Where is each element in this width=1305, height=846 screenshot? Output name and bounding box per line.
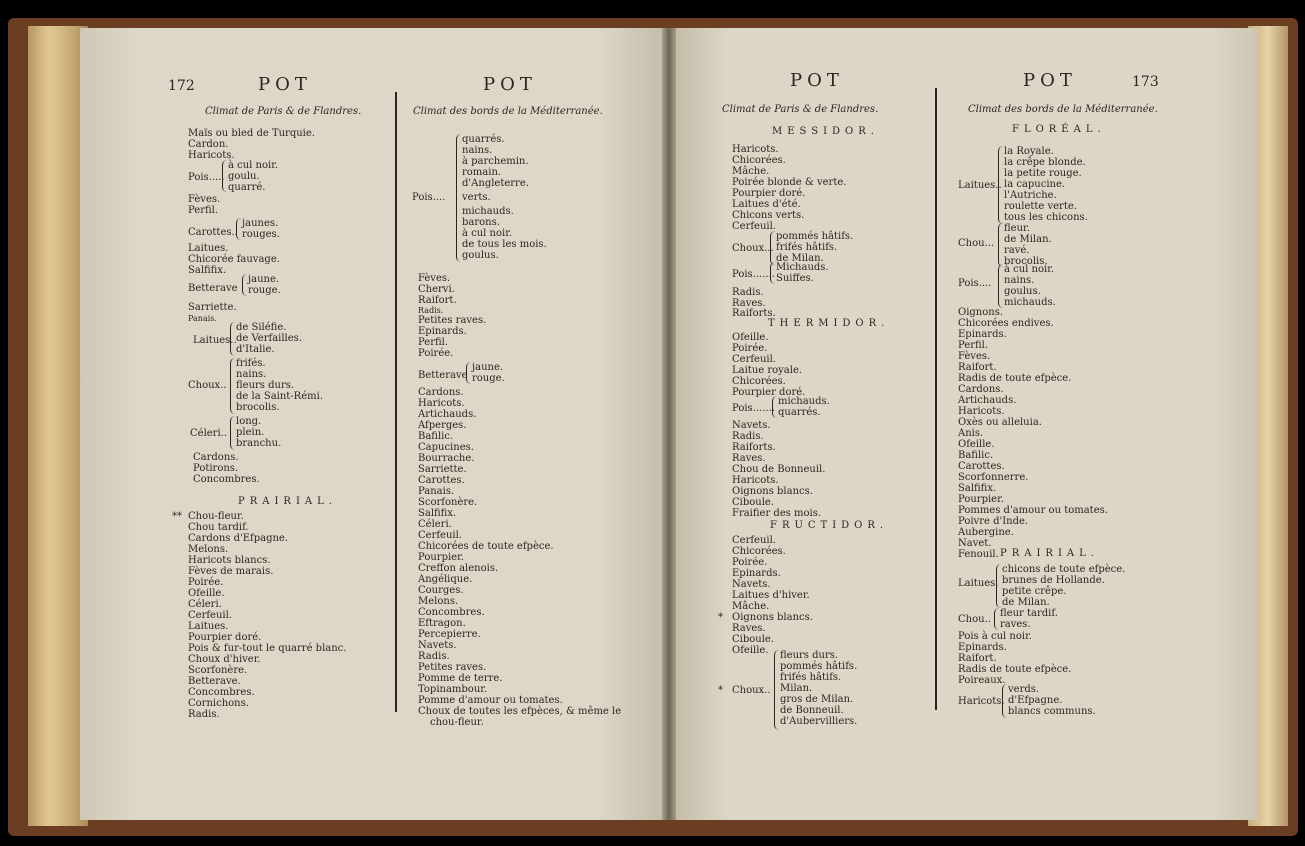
- list-item: la capucine.: [1004, 179, 1066, 190]
- list-item: Perfil.: [188, 205, 219, 216]
- list-item: Capucines.: [418, 442, 474, 453]
- list-item: Raves.: [732, 298, 766, 309]
- list-item: Radis de toute efpèce.: [958, 664, 1072, 675]
- brace: [230, 358, 235, 414]
- page-edges-left: [28, 26, 88, 826]
- list-item: Laitues.: [188, 621, 229, 632]
- list-item: Laitues..: [958, 180, 1002, 191]
- list-item: Angélique.: [418, 574, 473, 585]
- list-item: Poirée.: [418, 348, 454, 359]
- list-item: Navets.: [418, 640, 457, 651]
- list-item: Pomme de terre.: [418, 673, 503, 684]
- list-item: Perfil.: [418, 337, 449, 348]
- list-item: Bafilic.: [418, 431, 454, 442]
- list-item: Chicorées de toute efpèce.: [418, 541, 554, 552]
- section-heading: MESSIDOR.: [772, 126, 879, 137]
- brace: [1002, 684, 1007, 718]
- list-item: blancs communs.: [1008, 706, 1096, 717]
- list-item: brocolis.: [236, 402, 280, 413]
- list-item: jaune.: [472, 362, 504, 373]
- list-item: Céleri..: [190, 428, 228, 439]
- list-item: Pommes d'amour ou tomates.: [958, 505, 1108, 516]
- list-item: plein.: [236, 427, 265, 438]
- climate-left-col1: Climat de Paris & de Flandres.: [205, 106, 362, 117]
- list-item: fleur.: [1004, 223, 1030, 234]
- book-gutter: [662, 28, 676, 820]
- list-item: raves.: [1000, 619, 1031, 630]
- list-item: goulu.: [228, 171, 260, 182]
- list-item: brocolis.: [1004, 256, 1048, 267]
- list-item: michauds.: [778, 396, 830, 407]
- list-item: Ofeille.: [188, 588, 225, 599]
- list-item: Laitues d'été.: [732, 199, 801, 210]
- list-item: Ofeille.: [958, 439, 995, 450]
- list-item: quarrés.: [778, 407, 821, 418]
- list-item: jaunes.: [242, 218, 279, 229]
- list-item: Haricots.: [418, 398, 465, 409]
- list-item: la crêpe blonde.: [1004, 157, 1086, 168]
- list-item: Laitues d'hiver.: [732, 590, 810, 601]
- list-item: Choux..: [188, 380, 227, 391]
- list-item: nains.: [462, 145, 493, 156]
- list-item: Mâche.: [732, 166, 770, 177]
- brace: [222, 160, 227, 192]
- list-item: Radis.: [418, 306, 444, 315]
- list-item: Cornichons.: [188, 698, 249, 709]
- list-item: Fèves.: [418, 273, 451, 284]
- list-item: Cardon.: [188, 139, 229, 150]
- header-left-col2: POT: [483, 74, 537, 95]
- list-item: michauds.: [1004, 297, 1056, 308]
- list-item: Percepierre.: [418, 629, 481, 640]
- list-item: Raves.: [732, 453, 766, 464]
- list-item: michauds.: [462, 206, 514, 217]
- list-item: Scorfonère.: [418, 497, 478, 508]
- list-item: Artichauds.: [958, 395, 1017, 406]
- list-item: Perfil.: [958, 340, 989, 351]
- list-item: Petites raves.: [418, 315, 487, 326]
- list-item: brunes de Hollande.: [1002, 575, 1105, 586]
- list-item: Chou..: [958, 614, 991, 625]
- list-item: Haricots blancs.: [188, 555, 271, 566]
- header-right-col2: POT: [1023, 70, 1077, 91]
- list-item: Salfifix.: [418, 508, 457, 519]
- page-number-right: 173: [1132, 74, 1159, 90]
- list-item: rouge.: [472, 373, 505, 384]
- list-item: Betterave: [188, 283, 238, 294]
- list-item: Haricots.: [958, 406, 1005, 417]
- brace: [770, 262, 775, 284]
- brace: [456, 134, 461, 262]
- list-item: Pourpier doré.: [732, 387, 806, 398]
- header-left-col1: POT: [258, 74, 312, 95]
- list-item: de la Saint-Rémi.: [236, 391, 323, 402]
- left-page: [80, 28, 668, 820]
- brace: [998, 146, 1003, 224]
- list-item: Concombres.: [188, 687, 255, 698]
- list-item: Haricots.: [958, 696, 1005, 707]
- list-item: de Milan.: [1004, 234, 1052, 245]
- list-item: Navet.: [958, 538, 992, 549]
- list-item: rouge.: [248, 285, 281, 296]
- list-item: Sarriette.: [188, 302, 237, 313]
- list-item: Afperges.: [418, 420, 467, 431]
- list-item: d'Efpagne.: [1008, 695, 1063, 706]
- brace: [770, 231, 775, 265]
- list-item: Laitues..: [193, 335, 237, 346]
- list-item: Concombres.: [418, 607, 485, 618]
- list-item: Poirée blonde & verte.: [732, 177, 847, 188]
- list-item: l'Autriche.: [1004, 190, 1057, 201]
- list-item: chicons de toute efpèce.: [1002, 564, 1126, 575]
- list-item: Bourrache.: [418, 453, 475, 464]
- brace: [998, 223, 1003, 267]
- list-item: Cerfeuil.: [732, 221, 776, 232]
- list-item: Chicorées endives.: [958, 318, 1054, 329]
- list-item: à cul noir.: [1004, 264, 1055, 275]
- list-item: Cerfeuil.: [732, 354, 776, 365]
- list-item: Anis.: [958, 428, 984, 439]
- list-item: Raiforts.: [732, 308, 776, 319]
- list-item: Pois.......: [732, 269, 775, 280]
- list-item: Scorfonnerre.: [958, 472, 1029, 483]
- list-item: Céleri.: [418, 519, 452, 530]
- list-item: rouges.: [242, 229, 280, 240]
- list-item: Melons.: [418, 596, 459, 607]
- list-item: nains.: [1004, 275, 1035, 286]
- list-item: Epinards.: [418, 326, 467, 337]
- list-item: Radis de toute efpèce.: [958, 373, 1072, 384]
- list-item: Poirée.: [188, 577, 224, 588]
- list-item: Raifort.: [418, 295, 457, 306]
- list-item: Pomme d'amour ou tomates.: [418, 695, 563, 706]
- section-heading: THERMIDOR.: [768, 318, 890, 329]
- list-item: Fenouil.: [958, 549, 999, 560]
- list-item: de Milan.: [1002, 597, 1050, 608]
- list-item: fleurs durs.: [780, 650, 839, 661]
- list-item: d'Aubervilliers.: [780, 716, 858, 727]
- list-item: Navets.: [732, 420, 771, 431]
- climate-left-col2: Climat des bords de la Méditerranée.: [413, 106, 603, 117]
- marker: *: [718, 685, 723, 696]
- list-item: Chicorées.: [732, 376, 786, 387]
- list-item: Poireaux.: [958, 675, 1006, 686]
- list-item: Chicorées.: [732, 546, 786, 557]
- list-item: de Verfailles.: [236, 333, 302, 344]
- section-heading: PRAIRIAL.: [1000, 548, 1099, 559]
- list-item: Aubergine.: [958, 527, 1014, 538]
- list-item: d'Italie.: [236, 344, 275, 355]
- list-item: à cul noir.: [228, 160, 279, 171]
- list-item: frifés.: [236, 358, 266, 369]
- list-item: Maïs ou bled de Turquie.: [188, 128, 315, 139]
- section-heading: PRAIRIAL.: [238, 496, 337, 507]
- list-item: Radis.: [732, 431, 764, 442]
- list-item: Courges.: [418, 585, 464, 596]
- list-item: à cul noir.: [462, 228, 513, 239]
- list-item: Choux de toutes les efpèces, & même le: [418, 706, 622, 717]
- list-item: Fèves.: [958, 351, 991, 362]
- climate-right-col1: Climat de Paris & de Flandres.: [722, 104, 879, 115]
- list-item: Salfifix.: [188, 265, 227, 276]
- list-item: Betterave: [418, 370, 468, 381]
- list-item: verds.: [1008, 684, 1040, 695]
- list-item: Bafilic.: [958, 450, 994, 461]
- list-item: long.: [236, 416, 262, 427]
- list-item: Artichauds.: [418, 409, 477, 420]
- list-item: Pois à cul noir.: [958, 631, 1032, 642]
- climate-right-col2: Climat des bords de la Méditerranée.: [968, 104, 1158, 115]
- list-item: Chicorée fauvage.: [188, 254, 280, 265]
- list-item: Oignons blancs.: [732, 612, 813, 623]
- list-item: Raifort.: [958, 362, 997, 373]
- list-item: Sarriette.: [418, 464, 467, 475]
- page-number-left: 172: [168, 78, 195, 94]
- list-item: Carottes.: [418, 475, 465, 486]
- list-item: Poirée.: [732, 343, 768, 354]
- brace: [242, 274, 247, 296]
- list-item: Raifort.: [958, 653, 997, 664]
- list-item: Haricots.: [188, 150, 235, 161]
- list-item: ravé.: [1004, 245, 1030, 256]
- list-item: goulus.: [462, 250, 499, 261]
- list-item: de Siléfie.: [236, 322, 287, 333]
- list-item: petite crêpe.: [1002, 586, 1067, 597]
- list-item: Carottes..: [188, 227, 238, 238]
- list-item: Pourpier.: [418, 552, 464, 563]
- list-item: Poivre d'Inde.: [958, 516, 1029, 527]
- list-item: Poirée.: [732, 557, 768, 568]
- list-item: fleurs durs.: [236, 380, 295, 391]
- marker: **: [172, 511, 182, 522]
- list-item: Chicorées.: [732, 155, 786, 166]
- list-item: Pois & fur-tout le quarré blanc.: [188, 643, 347, 654]
- list-item: Pois....: [958, 278, 992, 289]
- list-item: Cardons d'Efpagne.: [188, 533, 289, 544]
- list-item: chou-fleur.: [430, 717, 484, 728]
- list-item: Chou tardif.: [188, 522, 249, 533]
- list-item: Fèves.: [188, 194, 221, 205]
- list-item: Chou-fleur.: [188, 511, 244, 522]
- list-item: Carottes.: [958, 461, 1005, 472]
- list-item: Pois....: [412, 192, 446, 203]
- list-item: Creffon alenois.: [418, 563, 499, 574]
- list-item: Pois.......: [732, 403, 775, 414]
- list-item: jaune.: [248, 274, 280, 285]
- list-item: romain.: [462, 167, 502, 178]
- section-heading: FLORÉAL.: [1012, 124, 1106, 135]
- list-item: Laitue royale.: [732, 365, 803, 376]
- list-item: Choux d'hiver.: [188, 654, 261, 665]
- brace: [230, 322, 235, 356]
- list-item: Eftragon.: [418, 618, 466, 629]
- list-item: Cardons.: [958, 384, 1004, 395]
- list-item: gros de Milan.: [780, 694, 854, 705]
- list-item: Laitues.: [958, 578, 999, 589]
- list-item: de Bonneuil.: [780, 705, 844, 716]
- list-item: Salfifix.: [958, 483, 997, 494]
- section-heading: FRUCTIDOR.: [770, 520, 889, 531]
- list-item: Epinards.: [958, 642, 1007, 653]
- list-item: Choux..: [732, 685, 771, 696]
- brace: [772, 396, 777, 418]
- list-item: Michauds.: [776, 262, 829, 273]
- list-item: Radis.: [418, 651, 450, 662]
- list-item: quarré.: [228, 182, 266, 193]
- list-item: Haricots.: [732, 144, 779, 155]
- list-item: Raves.: [732, 623, 766, 634]
- list-item: Pourpier.: [958, 494, 1004, 505]
- list-item: Pois.....: [188, 172, 225, 183]
- brace: [774, 650, 779, 730]
- list-item: Mâche.: [732, 601, 770, 612]
- list-item: Cerfeuil.: [732, 535, 776, 546]
- list-item: Epinards.: [958, 329, 1007, 340]
- list-item: fleur tardif.: [1000, 608, 1058, 619]
- list-item: Oignons blancs.: [732, 486, 813, 497]
- list-item: Pourpier doré.: [732, 188, 806, 199]
- list-item: Chicons verts.: [732, 210, 805, 221]
- list-item: pommés hâtifs.: [776, 231, 854, 242]
- list-item: Ciboule.: [732, 497, 775, 508]
- list-item: Ofeille.: [732, 645, 769, 656]
- list-item: de Milan.: [776, 253, 824, 264]
- list-item: tous les chicons.: [1004, 212, 1088, 223]
- brace: [230, 416, 235, 450]
- list-item: Choux...: [732, 243, 774, 254]
- marker: *: [718, 612, 723, 623]
- brace: [466, 362, 471, 384]
- list-item: Radis.: [732, 287, 764, 298]
- list-item: la Royale.: [1004, 146, 1054, 157]
- list-item: Chou de Bonneuil.: [732, 464, 826, 475]
- list-item: verts.: [462, 192, 491, 203]
- brace: [996, 564, 1001, 608]
- list-item: Oignons.: [958, 307, 1004, 318]
- list-item: Milan.: [780, 683, 813, 694]
- list-item: Chervi.: [418, 284, 455, 295]
- list-item: Oxès ou alleluia.: [958, 417, 1042, 428]
- column-rule-left: [395, 92, 397, 712]
- list-item: Cardons.: [193, 452, 239, 463]
- list-item: Navets.: [732, 579, 771, 590]
- column-rule-right: [935, 88, 937, 710]
- list-item: frifés hâtifs.: [776, 242, 838, 253]
- list-item: Radis.: [188, 709, 220, 720]
- list-item: Panais.: [418, 486, 455, 497]
- list-item: Pourpier doré.: [188, 632, 262, 643]
- list-item: Raiforts.: [732, 442, 776, 453]
- list-item: frifés hâtifs.: [780, 672, 842, 683]
- list-item: pommés hâtifs.: [780, 661, 858, 672]
- brace: [998, 264, 1003, 308]
- list-item: d'Angleterre.: [462, 178, 529, 189]
- list-item: Potirons.: [193, 463, 239, 474]
- list-item: Melons.: [188, 544, 229, 555]
- list-item: Ofeille.: [732, 332, 769, 343]
- list-item: goulus.: [1004, 286, 1041, 297]
- list-item: Petites raves.: [418, 662, 487, 673]
- list-item: Céleri.: [188, 599, 222, 610]
- list-item: Cerfeuil.: [418, 530, 462, 541]
- list-item: Epinards.: [732, 568, 781, 579]
- list-item: roulette verte.: [1004, 201, 1077, 212]
- list-item: Cardons.: [418, 387, 464, 398]
- list-item: Haricots.: [732, 475, 779, 486]
- list-item: de tous les mois.: [462, 239, 547, 250]
- list-item: Chou...: [958, 238, 995, 249]
- list-item: la petite rouge.: [1004, 168, 1082, 179]
- list-item: nains.: [236, 369, 267, 380]
- brace: [994, 608, 999, 630]
- list-item: Fèves de marais.: [188, 566, 274, 577]
- header-right-col1: POT: [790, 70, 844, 91]
- brace: [236, 218, 241, 240]
- list-item: à parchemin.: [462, 156, 529, 167]
- list-item: barons.: [462, 217, 500, 228]
- list-item: Concombres.: [193, 474, 260, 485]
- list-item: branchu.: [236, 438, 282, 449]
- list-item: quarrés.: [462, 134, 505, 145]
- list-item: Laitues.: [188, 243, 229, 254]
- list-item: Ciboule.: [732, 634, 775, 645]
- list-item: Fraifier des mois.: [732, 508, 822, 519]
- list-item: Betterave.: [188, 676, 241, 687]
- list-item: Topinambour.: [418, 684, 488, 695]
- list-item: Panais.: [188, 314, 217, 323]
- list-item: Suiffes.: [776, 273, 814, 284]
- list-item: Scorfonère.: [188, 665, 248, 676]
- list-item: Cerfeuil.: [188, 610, 232, 621]
